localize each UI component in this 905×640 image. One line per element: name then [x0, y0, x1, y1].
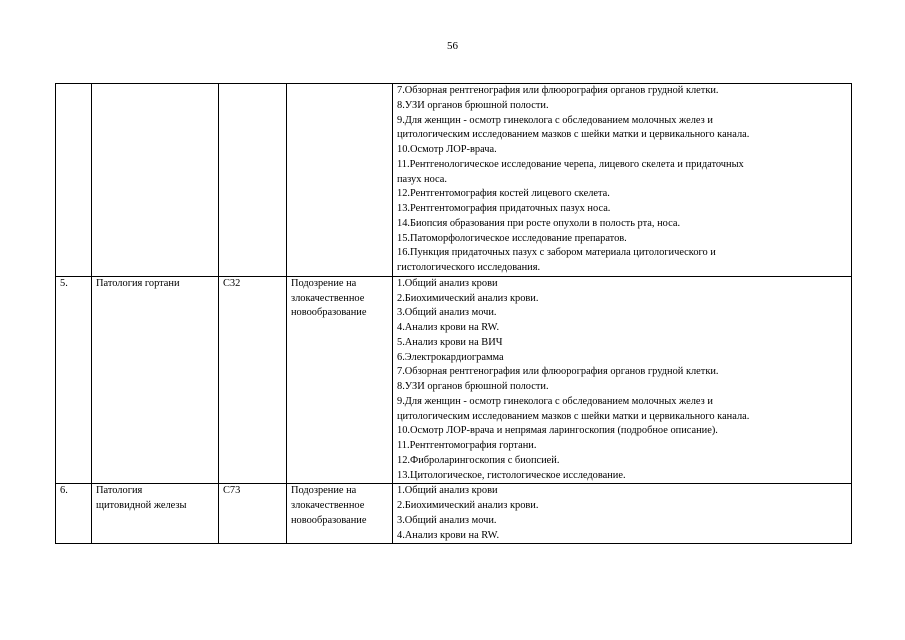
- status-cell: [287, 84, 393, 277]
- examination-item: 10.Осмотр ЛОР-врача.: [397, 144, 497, 155]
- examination-item: 11.Рентгенологическое исследование черепа, лицевого скелета и придаточных: [397, 158, 744, 170]
- examination-item: 13.Рентгентомография придаточных пазух носа.: [397, 203, 611, 214]
- status-line: злокачественное: [291, 500, 365, 511]
- examination-item: 8.УЗИ органов брюшной полости.: [397, 381, 549, 392]
- icd-code: С32: [223, 277, 241, 289]
- pathology-name-line: щитовидной железы: [96, 500, 187, 511]
- examination-item: 4.Анализ крови на RW.: [397, 529, 500, 541]
- examination-item: цитологическим исследованием мазков с шейки матки и цервикального канала.: [397, 410, 750, 422]
- pathology-cell: [92, 276, 219, 484]
- examination-item: 1.Общий анализ крови: [397, 485, 498, 497]
- examination-item: цитологическим исследованием мазков с шейки матки и цервикального канала.: [397, 129, 750, 141]
- examination-item: 12.Фиброларингоскопия с биопсией.: [397, 454, 560, 466]
- row-number-cell: [56, 84, 92, 277]
- status-line: злокачественное: [291, 292, 365, 304]
- examination-item: 5.Анализ крови на ВИЧ: [397, 336, 503, 348]
- examinations-cell: [393, 484, 852, 544]
- pathology-cell: [92, 484, 219, 544]
- status-cell: [287, 484, 393, 544]
- examination-item: 1.Общий анализ крови: [397, 277, 498, 289]
- row-number-cell: [56, 484, 92, 544]
- examination-item: 13.Цитологическое, гистологическое исследование.: [397, 469, 626, 481]
- status-line: новообразование: [291, 307, 367, 319]
- examination-item: гистологического исследования.: [397, 262, 541, 273]
- status-line: Подозрение на: [291, 277, 357, 289]
- examination-item: 10.Осмотр ЛОР-врача и непрямая ларингоскопия (подробное описание).: [397, 425, 718, 437]
- examination-item: 9.Для женщин - осмотр гинеколога с обследованием молочных желез и: [397, 395, 713, 407]
- page-number: 56: [447, 40, 458, 52]
- examination-item: 4.Анализ крови на RW.: [397, 322, 500, 333]
- icd-code: С73: [223, 485, 241, 497]
- examination-item: 11.Рентгентомография гортани.: [397, 440, 537, 451]
- icd-code-cell: [219, 84, 287, 277]
- examination-item: 16.Пункция придаточных пазух с забором материала цитологического и: [397, 247, 716, 259]
- table-body: [56, 84, 852, 544]
- examination-table: [55, 83, 852, 544]
- pathology-cell: [92, 84, 219, 277]
- icd-code-cell: [219, 276, 287, 484]
- examination-item: 9.Для женщин - осмотр гинеколога с обследованием молочных желез и: [397, 114, 713, 126]
- row-number: 6.: [60, 485, 68, 497]
- examination-item: 12.Рентгентомография костей лицевого скелета.: [397, 188, 610, 200]
- examination-item: 7.Обзорная рентгенография или флюорография органов грудной клетки.: [397, 85, 719, 96]
- examination-item: пазух носа.: [397, 173, 448, 185]
- status-line: Подозрение на: [291, 485, 357, 497]
- icd-code-cell: [219, 484, 287, 544]
- table-row: [56, 484, 852, 544]
- pathology-name-line: Патология гортани: [96, 277, 180, 289]
- row-number-cell: [56, 276, 92, 484]
- examination-item: 3.Общий анализ мочи.: [397, 514, 497, 526]
- examinations-cell: [393, 276, 852, 484]
- examination-item: 8.УЗИ органов брюшной полости.: [397, 99, 549, 111]
- examination-item: 7.Обзорная рентгенография или флюорография органов грудной клетки.: [397, 366, 719, 378]
- examination-item: 15.Патоморфологическое исследование препаратов.: [397, 232, 627, 244]
- status-line: новообразование: [291, 514, 367, 526]
- examinations-cell: [393, 84, 852, 277]
- examination-item: 6.Электрокардиограмма: [397, 351, 504, 363]
- row-number: 5.: [60, 277, 68, 289]
- table-row: [56, 84, 852, 277]
- examination-item: 2.Биохимический анализ крови.: [397, 500, 539, 511]
- examination-item: 2.Биохимический анализ крови.: [397, 292, 539, 304]
- examination-item: 14.Биопсия образования при росте опухоли в полость рта, носа.: [397, 217, 681, 229]
- pathology-name-line: Патология: [96, 485, 143, 497]
- table-row: [56, 276, 852, 484]
- status-cell: [287, 276, 393, 484]
- examination-item: 3.Общий анализ мочи.: [397, 307, 497, 319]
